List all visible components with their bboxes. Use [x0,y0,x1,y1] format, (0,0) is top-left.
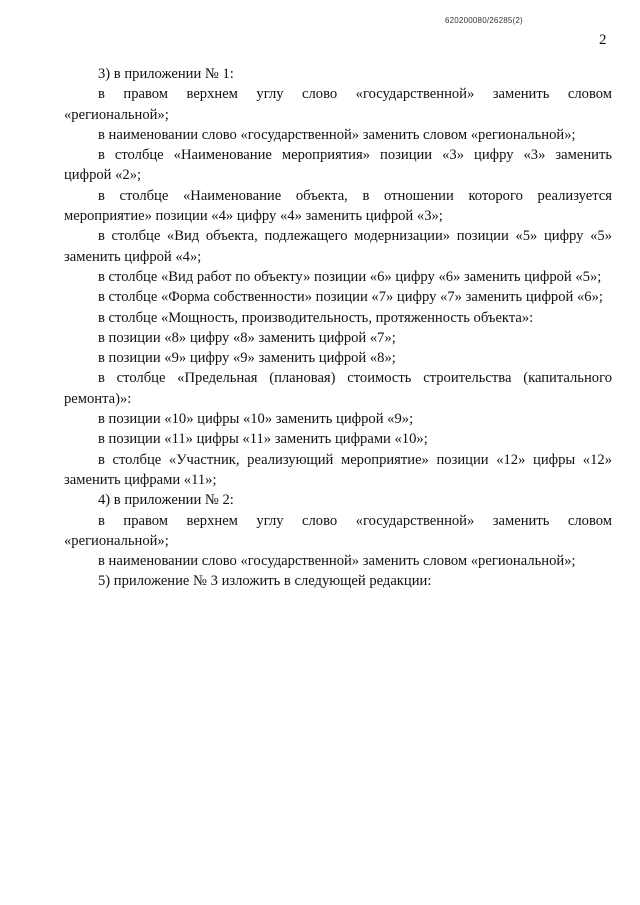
paragraph: в столбце «Предельная (плановая) стоимость строительства (капитального ремонта)»: [64,370,612,407]
paragraph: в столбце «Вид работ по объекту» позиции «6» цифру «6» заменить цифрой «5»; [98,268,602,285]
paragraph: в столбце «Форма собственности» позиции «7» цифру «7» заменить цифрой «6»; [98,289,603,306]
document-id: 620200080/26285(2) [445,16,523,25]
paragraph: 3) в приложении № 1: [98,66,234,82]
page-number: 2 [599,32,607,48]
paragraph: в столбце «Наименование объекта, в отношении которого реализуется мероприятие» позиции «4» цифру «4» заменить цифрой «3»; [64,187,612,225]
paragraph: в позиции «10» цифры «10» заменить цифрой «9»; [98,411,414,428]
document-body [64,64,612,592]
paragraph: в наименовании слово «государственной» заменить словом «региональной»; [98,553,576,570]
paragraph: 4) в приложении № 2: [98,492,234,509]
paragraph: в позиции «8» цифру «8» заменить цифрой «7»; [98,329,396,346]
paragraph: в правом верхнем углу слово «государственной» заменить словом «региональной»; [64,86,612,123]
paragraph: в столбце «Вид объекта, подлежащего модернизации» позиции «5» цифру «5» заменить цифрой «4»; [64,228,612,265]
paragraph: в наименовании слово «государственной» заменить словом «региональной»; [98,126,576,143]
paragraph: в правом верхнем углу слово «государственной» заменить словом «региональной»; [64,512,612,549]
paragraph: в столбце «Участник, реализующий мероприятие» позиции «12» цифры «12» заменить цифрами «11»; [64,451,612,488]
paragraph: в позиции «11» цифры «11» заменить цифрами «10»; [98,431,428,448]
paragraph: в столбце «Мощность, производительность, протяженность объекта»: [98,309,534,326]
paragraph: в позиции «9» цифру «9» заменить цифрой «8»; [98,350,396,367]
paragraph: в столбце «Наименование мероприятия» позиции «3» цифру «3» заменить цифрой «2»; [64,147,612,184]
paragraph: 5) приложение № 3 изложить в следующей редакции: [98,573,432,590]
